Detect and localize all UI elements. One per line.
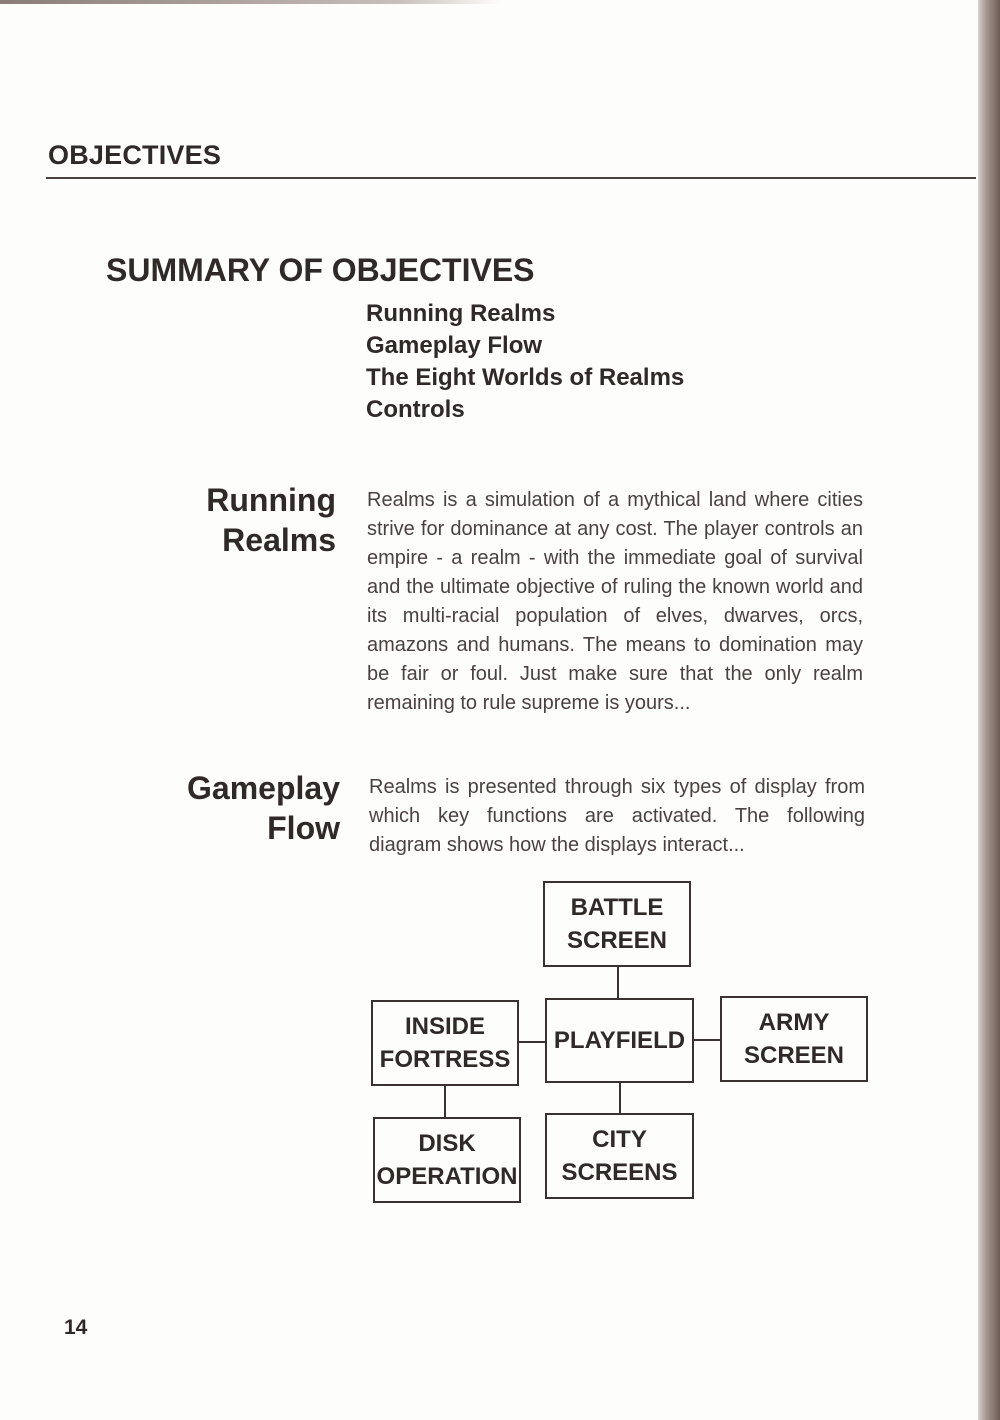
heading-line: Flow — [267, 810, 340, 846]
running-realms-body: Realms is a simulation of a mythical land where cities strive for dominance at any cost. The player controls an empire - a realm - with the immediate goal of survival and the ultimate objective of ruling the known world and its multi-racial population of elves, dwarves, orcs, amazons and humans. The means to domination may be fair or foul. Just make sure that the only realm remaining to rule supreme is yours... — [367, 489, 863, 714]
top-edge-shadow — [0, 0, 500, 4]
disk-operation-box: DISK OPERATION — [373, 1117, 521, 1203]
summary-item: Gameplay Flow — [366, 332, 543, 359]
summary-item: The Eight Worlds of Realms — [366, 364, 685, 391]
header-rule — [46, 177, 976, 179]
page-edge-shadow — [978, 0, 1000, 1420]
summary-list — [366, 298, 684, 426]
page-number: 14 — [64, 1316, 88, 1339]
heading-line: Realms — [222, 522, 336, 558]
gameplay-flow-body: Realms is presented through six types of display from which key functions are activated. The following diagram shows how the displays interact... — [369, 776, 865, 856]
connector-playfield-army — [693, 1039, 721, 1041]
connector-battle-playfield — [617, 966, 619, 999]
battle-screen-box: BATTLE SCREEN — [543, 881, 691, 967]
gameplay-flow-heading — [110, 768, 340, 848]
army-screen-box: ARMY SCREEN — [720, 996, 868, 1082]
connector-fortress-playfield — [518, 1041, 546, 1043]
heading-line: Running — [206, 482, 336, 518]
connector-playfield-city — [619, 1082, 621, 1114]
running-realms-heading — [106, 480, 336, 560]
summary-item: Running Realms — [366, 300, 556, 327]
summary-item: Controls — [366, 396, 465, 423]
heading-line: Gameplay — [187, 770, 340, 806]
inside-fortress-box: INSIDE FORTRESS — [371, 1000, 519, 1086]
playfield-box: PLAYFIELD — [545, 998, 694, 1083]
connector-fortress-disk — [444, 1085, 446, 1118]
summary-title: SUMMARY OF OBJECTIVES — [106, 252, 535, 288]
section-header: OBJECTIVES — [48, 140, 222, 170]
city-screens-box: CITY SCREENS — [545, 1113, 694, 1199]
